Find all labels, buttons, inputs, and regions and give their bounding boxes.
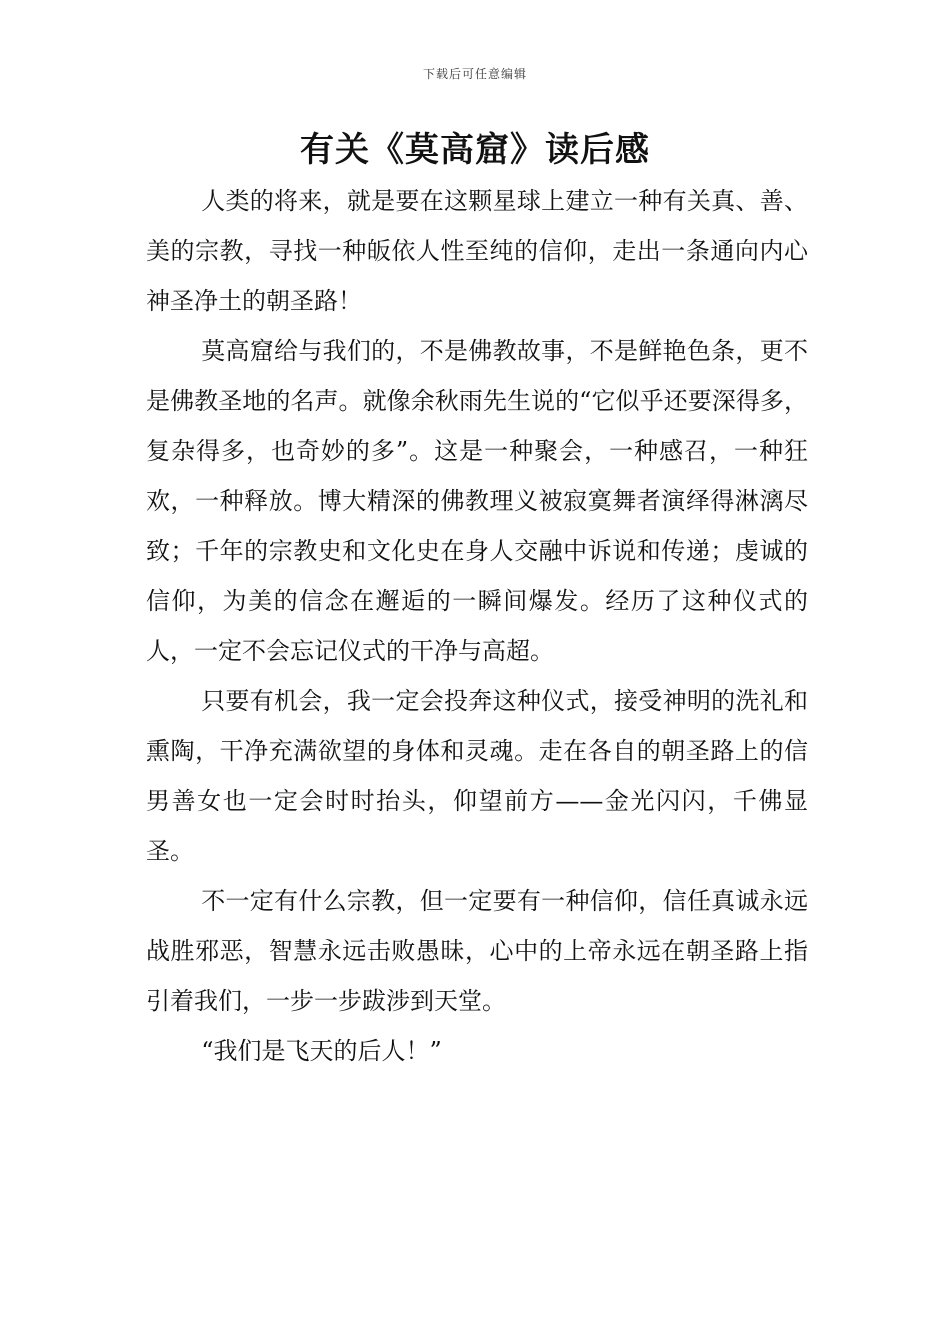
- header-note: 下载后可任意编辑: [422, 67, 527, 81]
- document-body: [146, 176, 808, 1076]
- document-title: 有关《莫高窟》读后感: [300, 130, 650, 170]
- paragraph: 只要有机会，我一定会投奔这种仪式，接受神明的洗礼和熏陶，干净充满欲望的身体和灵魂。走在各自的朝圣路上的信男善女也一定会时时抬头，仰望前方——金光闪闪，千佛显圣。: [146, 687, 808, 865]
- paragraph: 人类的将来，就是要在这颗星球上建立一种有关真、善、美的宗教，寻找一种皈依人性至纯的信仰，走出一条通向内心神圣净土的朝圣路！: [146, 187, 808, 315]
- paragraph: 莫高窟给与我们的，不是佛教故事，不是鲜艳色条，更不是佛教圣地的名声。就像余秋雨先生说的“它似乎还要深得多，复杂得多，也奇妙的多”。这是一种聚会，一种感召，一种狂欢，一种释放。博大精深的佛教理义被寂寞舞者演绎得淋漓尽致；千年的宗教史和文化史在身人交融中诉说和传递；虔诚的信仰，为美的信念在邂逅的一瞬间爆发。经历了这种仪式的人，一定不会忘记仪式的干净与高超。: [146, 337, 808, 665]
- paragraph: 不一定有什么宗教，但一定要有一种信仰，信任真诚永远战胜邪恶，智慧永远击败愚昧，心中的上帝永远在朝圣路上指引着我们，一步一步跋涉到天堂。: [146, 887, 808, 1015]
- paragraph: “我们是飞天的后人！”: [201, 1037, 442, 1065]
